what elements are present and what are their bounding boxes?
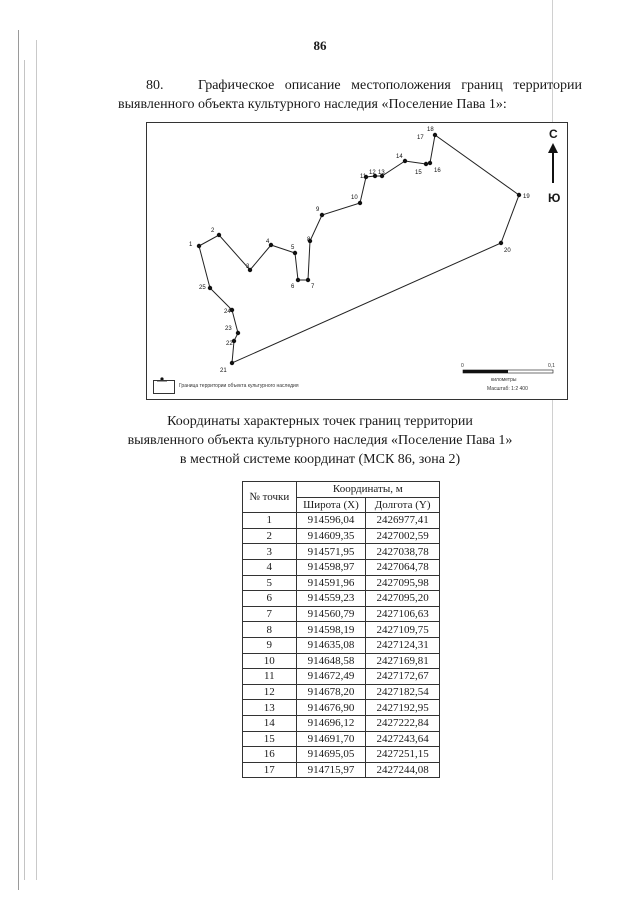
lon-cell: 2427244,08 — [366, 762, 440, 778]
lat-cell: 914648,58 — [296, 653, 366, 669]
lon-cell: 2427038,78 — [366, 544, 440, 560]
lat-cell: 914609,35 — [296, 528, 366, 544]
table-row — [243, 684, 440, 700]
table-body — [243, 513, 440, 778]
point-label: 4 — [266, 239, 270, 245]
column-header-lat: Широта (X) — [296, 497, 366, 513]
scale-unit-label: километры — [491, 377, 517, 383]
column-header-point: № точки — [243, 482, 297, 513]
lon-cell: 2427095,98 — [366, 575, 440, 591]
point-label: 7 — [311, 284, 315, 290]
section-heading — [118, 76, 582, 114]
point-label: 25 — [199, 285, 206, 291]
point-label: 11 — [360, 174, 367, 180]
north-arrow-icon — [548, 143, 558, 183]
table-row — [243, 559, 440, 575]
lon-cell: 2427064,78 — [366, 559, 440, 575]
point-labels — [189, 127, 530, 374]
lat-cell: 914691,70 — [296, 731, 366, 747]
lon-cell: 2427106,63 — [366, 606, 440, 622]
point-number-cell: 7 — [243, 606, 297, 622]
section-number: 80. — [146, 78, 164, 93]
point-label: 17 — [417, 135, 424, 141]
lat-cell: 914596,04 — [296, 513, 366, 529]
lon-cell: 2427243,64 — [366, 731, 440, 747]
point-label: 20 — [504, 248, 511, 254]
point-number-cell: 12 — [243, 684, 297, 700]
point-number-cell: 4 — [243, 559, 297, 575]
point-label: 6 — [291, 284, 295, 290]
lon-cell: 2427251,15 — [366, 747, 440, 763]
point-number-cell: 2 — [243, 528, 297, 544]
lon-cell: 2427109,75 — [366, 622, 440, 638]
lon-cell: 2427172,67 — [366, 669, 440, 685]
coordinates-title-line: выявленного объекта культурного наследия «Поселение Пава 1» — [127, 433, 513, 448]
coordinates-title-line: Координаты характерных точек границ территории — [167, 414, 473, 429]
point-number-cell: 5 — [243, 575, 297, 591]
point-label: 15 — [415, 170, 422, 176]
point-label: 2 — [211, 228, 215, 234]
boundary-polygon — [199, 135, 519, 363]
lat-cell: 914695,05 — [296, 747, 366, 763]
lat-cell: 914696,12 — [296, 715, 366, 731]
table-row — [243, 762, 440, 778]
coordinates-title-line: в местной системе координат (МСК 86, зона 2) — [179, 452, 461, 467]
lon-cell: 2427002,59 — [366, 528, 440, 544]
point-number-cell: 10 — [243, 653, 297, 669]
point-label: 13 — [378, 170, 385, 176]
table-row — [243, 637, 440, 653]
boundary-map — [146, 122, 568, 400]
point-number-cell: 1 — [243, 513, 297, 529]
table-row — [243, 622, 440, 638]
lat-cell: 914672,49 — [296, 669, 366, 685]
lat-cell: 914560,79 — [296, 606, 366, 622]
scale-end-label: 0,1 — [548, 363, 555, 369]
point-label: 21 — [220, 368, 227, 374]
point-label: 16 — [434, 168, 441, 174]
section-heading-text: Графическое описание местоположения границ территории выявленного объекта культурного наследия «Поселение Пава 1»: — [118, 78, 582, 112]
lon-cell: 2427124,31 — [366, 637, 440, 653]
page-number: 86 — [313, 38, 327, 53]
point-label: 23 — [225, 326, 232, 332]
south-label: Ю — [548, 191, 561, 205]
column-header-lon: Долгота (Y) — [366, 497, 440, 513]
point-label: 9 — [316, 207, 320, 213]
point-label: 22 — [226, 341, 233, 347]
lat-cell: 914571,95 — [296, 544, 366, 560]
table-row — [243, 700, 440, 716]
table-row — [243, 747, 440, 763]
table-row — [243, 606, 440, 622]
point-label: 3 — [246, 264, 250, 270]
table-header-row — [243, 482, 440, 498]
column-header-coords: Координаты, м — [296, 482, 439, 498]
lat-cell: 914676,90 — [296, 700, 366, 716]
lon-cell: 2427095,20 — [366, 591, 440, 607]
lat-cell: 914598,19 — [296, 622, 366, 638]
boundary-map-drawing — [147, 123, 567, 399]
point-number-cell: 8 — [243, 622, 297, 638]
point-number-cell: 15 — [243, 731, 297, 747]
boundary-points — [197, 133, 521, 365]
lat-cell: 914715,97 — [296, 762, 366, 778]
point-label: 1 — [189, 242, 193, 248]
point-label: 24 — [224, 309, 231, 315]
point-label: 8 — [307, 237, 311, 243]
table-row — [243, 669, 440, 685]
table-row — [243, 513, 440, 529]
lon-cell: 2427182,54 — [366, 684, 440, 700]
coordinates-title — [0, 412, 640, 469]
point-label: 19 — [523, 194, 530, 200]
point-number-cell: 6 — [243, 591, 297, 607]
point-number-cell: 13 — [243, 700, 297, 716]
point-number-cell: 9 — [243, 637, 297, 653]
lat-cell: 914598,97 — [296, 559, 366, 575]
coordinates-table — [242, 481, 440, 778]
north-label: С — [549, 127, 558, 141]
legend-box — [153, 380, 175, 394]
lat-cell: 914559,23 — [296, 591, 366, 607]
scale-ratio-label: Масштаб: 1:2 400 — [487, 386, 528, 392]
lon-cell: 2427169,81 — [366, 653, 440, 669]
lon-cell: 2426977,41 — [366, 513, 440, 529]
table-row — [243, 653, 440, 669]
point-number-cell: 3 — [243, 544, 297, 560]
lon-cell: 2427222,84 — [366, 715, 440, 731]
point-label: 14 — [396, 154, 403, 160]
point-number-cell: 11 — [243, 669, 297, 685]
point-number-cell: 14 — [243, 715, 297, 731]
lat-cell: 914678,20 — [296, 684, 366, 700]
point-number-cell: 17 — [243, 762, 297, 778]
scale-zero-label: 0 — [461, 363, 464, 369]
point-number-cell: 16 — [243, 747, 297, 763]
lat-cell: 914635,08 — [296, 637, 366, 653]
table-row — [243, 591, 440, 607]
point-label: 10 — [351, 195, 358, 201]
table-row — [243, 544, 440, 560]
point-label: 18 — [427, 127, 434, 133]
table-row — [243, 528, 440, 544]
legend-label: Граница территории объекта культурного наследия — [179, 383, 299, 389]
point-label: 12 — [369, 170, 376, 176]
table-row — [243, 715, 440, 731]
table-row — [243, 731, 440, 747]
scale-bar — [463, 370, 553, 373]
point-label: 5 — [291, 245, 295, 251]
lon-cell: 2427192,95 — [366, 700, 440, 716]
scan-artifact-line — [24, 60, 25, 880]
lat-cell: 914591,96 — [296, 575, 366, 591]
table-row — [243, 575, 440, 591]
